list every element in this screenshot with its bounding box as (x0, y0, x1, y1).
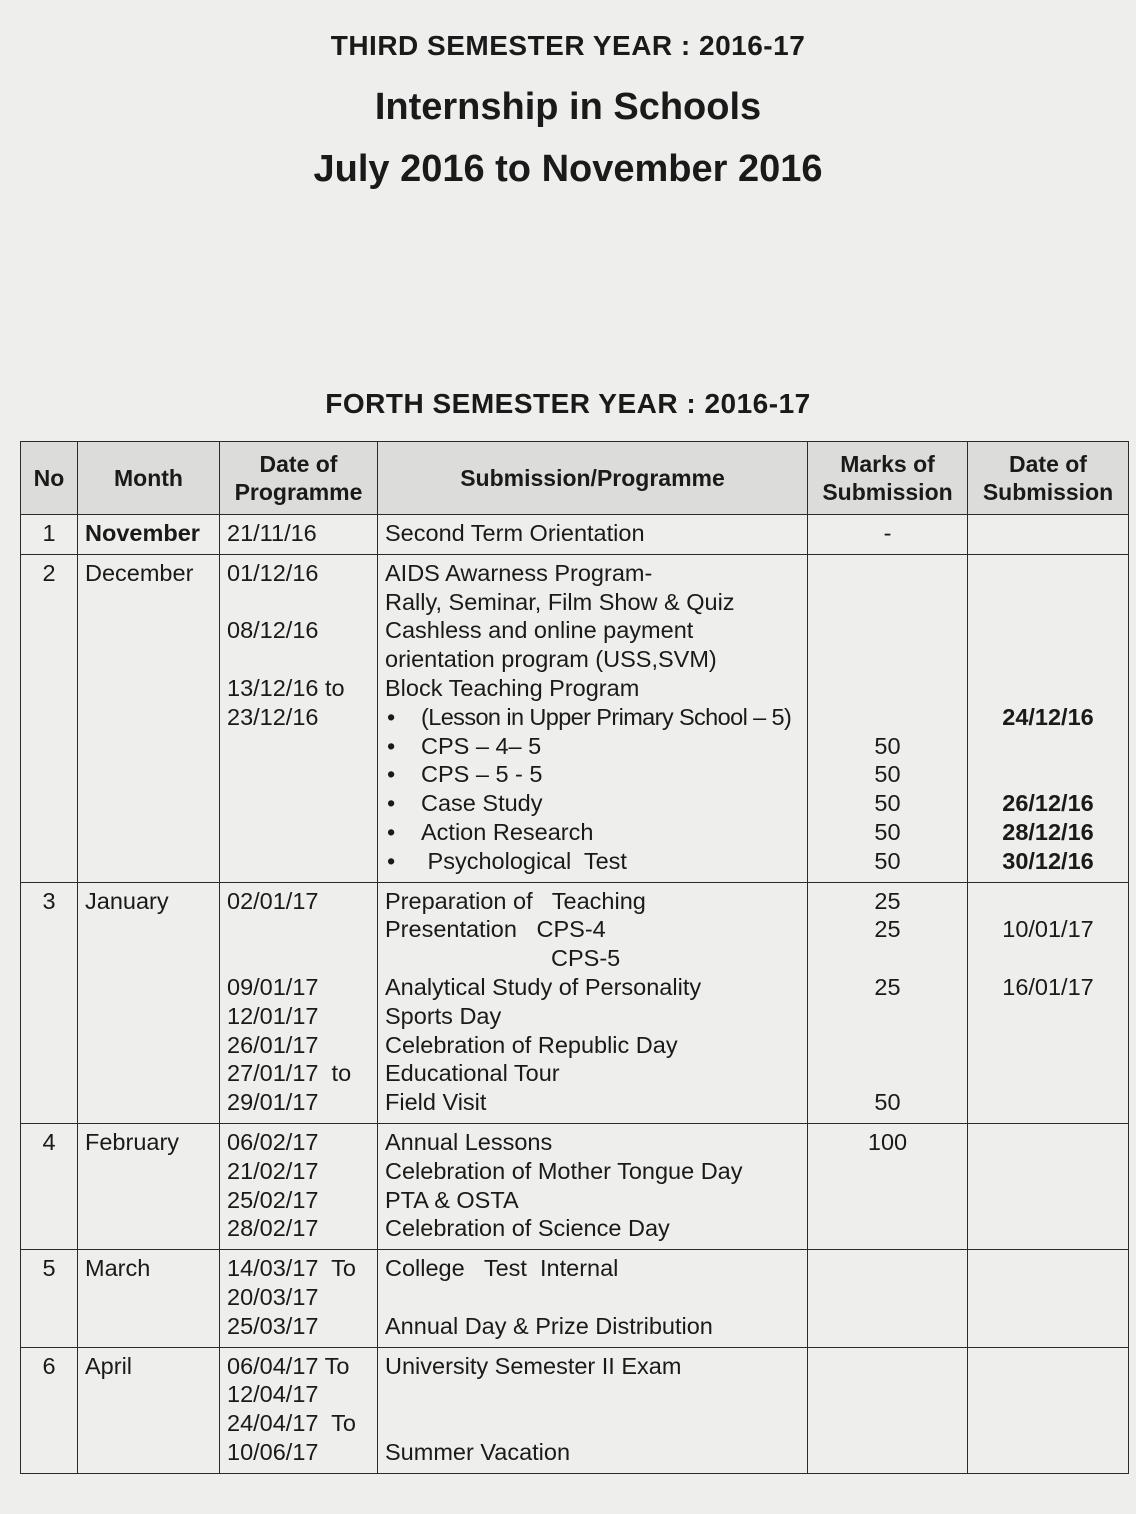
table-header-row (21, 442, 1129, 515)
table-row (21, 1250, 1129, 1347)
row-number: 3 (21, 882, 78, 1123)
row-month: December (78, 554, 220, 882)
row-month: February (78, 1123, 220, 1249)
row-marks: 100 (808, 1123, 968, 1249)
row-month: April (78, 1347, 220, 1473)
header-month: Month (78, 442, 220, 515)
table-row (21, 554, 1129, 882)
table-row (21, 515, 1129, 555)
row-dates: 21/11/16 (220, 515, 378, 555)
list-item: • CPS – 5 - 5 (387, 761, 543, 788)
row-dates: 01/12/16 08/12/16 13/12/16 to 23/12/16 (220, 554, 378, 882)
row-programme: Second Term Orientation (378, 515, 808, 555)
document-title: Internship in Schools (374, 86, 762, 128)
document-period: July 2016 to November 2016 (313, 148, 823, 190)
row-programme: Annual Lessons Celebration of Mother Tongue Day PTA & OSTA Celebration of Science Day (378, 1123, 808, 1249)
row-number: 4 (21, 1123, 78, 1249)
header-no: No (21, 442, 78, 515)
header-marks: Marks of Submission (808, 442, 968, 515)
row-number: 6 (21, 1347, 78, 1473)
list-item: • Case Study (387, 790, 543, 817)
row-submission-date (968, 1347, 1129, 1473)
row-dates: 02/01/17 09/01/17 12/01/17 26/01/17 27/01/17 to 29/01/17 (220, 882, 378, 1123)
third-semester-heading: THIRD SEMESTER YEAR : 2016-17 (330, 30, 806, 61)
row-dates: 06/04/17 To 12/04/17 24/04/17 To 10/06/17 (220, 1347, 378, 1473)
row-number: 5 (21, 1250, 78, 1347)
row-month: November (78, 515, 220, 555)
fourth-semester-heading: FORTH SEMESTER YEAR : 2016-17 (325, 388, 811, 419)
table-row (21, 1123, 1129, 1249)
row-month: January (78, 882, 220, 1123)
row-dates: 14/03/17 To 20/03/17 25/03/17 (220, 1250, 378, 1347)
row-submission-date (968, 1250, 1129, 1347)
schedule-table (20, 441, 1129, 1474)
row-programme: Preparation of Teaching Presentation CPS-4 CPS-5 Analytical Study of Personality Sports Day Celebration of Republic Day Educational Tour Field Visit (378, 882, 808, 1123)
table-row (21, 1347, 1129, 1473)
row-submission-date (968, 515, 1129, 555)
row-number: 1 (21, 515, 78, 555)
row-submission-date: 10/01/17 16/01/17 (968, 882, 1129, 1123)
table-row (21, 882, 1129, 1123)
list-item: • CPS – 4– 5 (387, 732, 542, 759)
row-marks: 50 50 50 50 50 (808, 554, 968, 882)
row-programme: College Test Internal Annual Day & Prize Distribution (378, 1250, 808, 1347)
row-marks: - (808, 515, 968, 555)
row-month: March (78, 1250, 220, 1347)
row-submission-date (968, 1123, 1129, 1249)
row-programme: AIDS Awarness Program- Rally, Seminar, Film Show & Quiz Cashless and online payment orientation program (USS,SVM) Block Teaching Program • (Lesson in Upper Primary School – 5) • CPS – 4– 5 • CPS – 5 - 5 • Case Study • Action Research • Psychological Test (378, 554, 808, 882)
list-item: • Action Research (387, 818, 594, 845)
row-marks (808, 1347, 968, 1473)
row-marks (808, 1250, 968, 1347)
row-dates: 06/02/17 21/02/17 25/02/17 28/02/17 (220, 1123, 378, 1249)
list-item: • Psychological Test (387, 847, 627, 874)
header-date-of-submission: Date of Submission (968, 442, 1129, 515)
row-marks: 25 25 25 50 (808, 882, 968, 1123)
header-date-of-programme: Date of Programme (220, 442, 378, 515)
row-programme: University Semester II Exam Summer Vacation (378, 1347, 808, 1473)
row-number: 2 (21, 554, 78, 882)
header-submission-programme: Submission/Programme (378, 442, 808, 515)
row-submission-date: 24/12/16 26/12/16 28/12/16 30/12/16 (968, 554, 1129, 882)
list-item: • (Lesson in Upper Primary School – 5) (387, 703, 792, 730)
